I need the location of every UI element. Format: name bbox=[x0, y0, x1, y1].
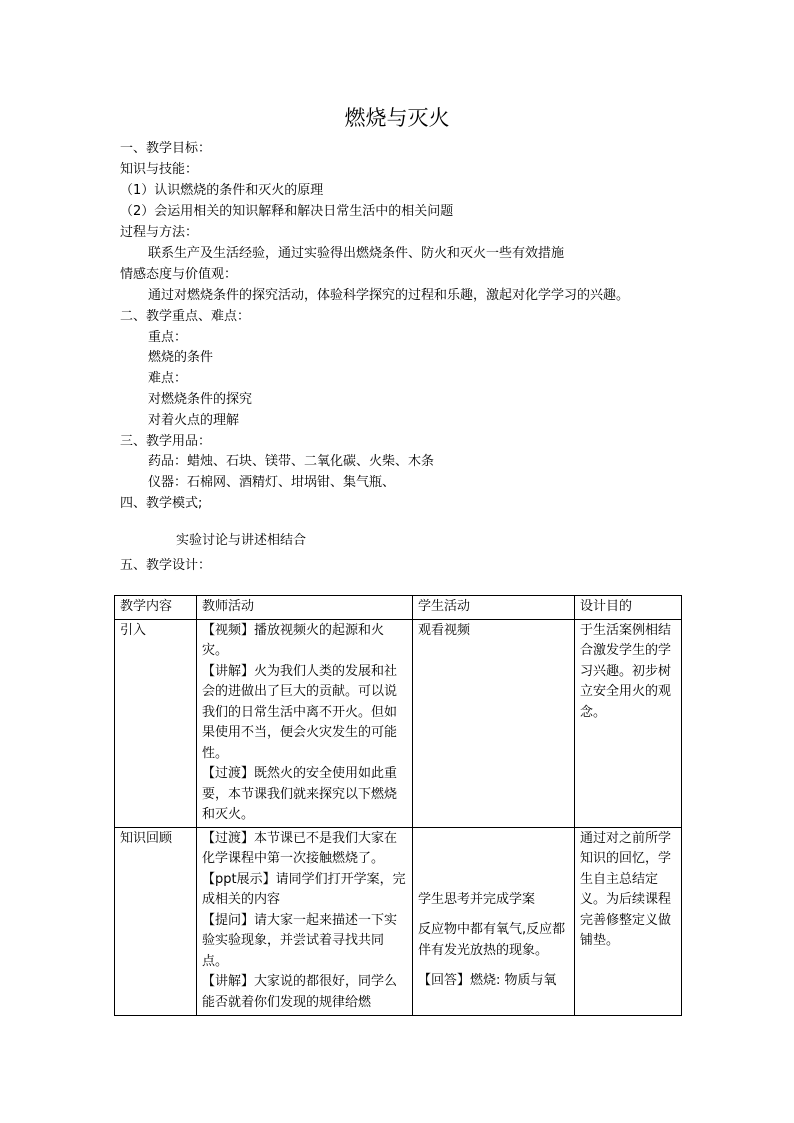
goals-heading: 一、教学目标： bbox=[120, 141, 212, 156]
difficult-label: 难点： bbox=[148, 371, 188, 386]
key-points-heading: 二、教学重点、难点： bbox=[120, 309, 251, 324]
cell-purpose: 通过对之前所学知识的回忆，学生自主总结定义。为后续课程完善修整定义做铺垫。 bbox=[575, 827, 682, 1015]
student-activity: 学生思考并完成学案 bbox=[418, 891, 536, 907]
emotion-text: 通过对燃烧条件的探究活动，体验科学探究的过程和乐趣，激起对化学学习的兴趣。 bbox=[148, 288, 630, 303]
cell-content: 知识回顾 bbox=[115, 827, 197, 1015]
difficult-item-1: 对燃烧条件的探究 bbox=[148, 392, 253, 407]
teacher-activity: 【过渡】既然火的安全使用如此重要，本节课我们就来探究以下燃烧和灭火。 bbox=[202, 766, 398, 822]
teacher-activity: 【ppt展示】请同学们打开学案，完成相关的内容 bbox=[202, 871, 406, 907]
knowledge-item-2: （2）会运用相关的知识解释和解决日常生活中的相关问题 bbox=[120, 204, 454, 219]
cell-teacher bbox=[197, 827, 413, 1015]
cell-student bbox=[413, 827, 575, 1015]
key-text: 燃烧的条件 bbox=[148, 350, 214, 365]
knowledge-item-1: （1）认识燃烧的条件和灭火的原理 bbox=[120, 183, 324, 198]
cell-purpose: 于生活案例相结合激发学生的学习兴趣。初步树立安全用火的观念。 bbox=[575, 619, 682, 827]
teacher-activity: 【讲解】火为我们人类的发展和社会的进做出了巨大的贡献。可以说我们的日常生活中离不开火。但如果使用不当，便会火灾发生的可能性。 bbox=[202, 663, 398, 761]
header-student: 学生活动 bbox=[413, 596, 575, 620]
mode-text: 实验讨论与讲述相结合 bbox=[176, 533, 307, 548]
student-activity: 反应物中都有氧气,反应都伴有发光放热的现象。 bbox=[418, 922, 566, 958]
key-label: 重点： bbox=[148, 330, 188, 345]
lesson-design-table bbox=[114, 595, 682, 1016]
header-teacher: 教师活动 bbox=[197, 596, 413, 620]
table-header-row bbox=[115, 596, 682, 620]
student-activity: 【回答】燃烧: 物质与氧 bbox=[418, 973, 557, 988]
design-heading: 五、教学设计： bbox=[120, 558, 212, 573]
emotion-heading: 情感态度与价值观： bbox=[120, 267, 238, 282]
mode-heading: 四、教学模式; bbox=[120, 496, 203, 511]
cell-student: 观看视频 bbox=[413, 619, 575, 827]
tools-drugs: 药品：蜡烛、石块、镁带、二氧化碳、火柴、木条 bbox=[148, 454, 435, 469]
knowledge-heading: 知识与技能： bbox=[120, 162, 199, 177]
cell-content: 引入 bbox=[115, 619, 197, 827]
header-content: 教学内容 bbox=[115, 596, 197, 620]
tools-heading: 三、教学用品： bbox=[120, 434, 212, 449]
tools-instruments: 仪器：石棉网、酒精灯、坩埚钳、集气瓶、 bbox=[148, 475, 396, 490]
header-purpose: 设计目的 bbox=[575, 596, 682, 620]
process-text: 联系生产及生活经验，通过实验得出燃烧条件、防火和灭火一些有效措施 bbox=[148, 246, 565, 261]
difficult-item-2: 对着火点的理解 bbox=[148, 413, 240, 428]
table-row bbox=[115, 619, 682, 827]
cell-teacher bbox=[197, 619, 413, 827]
teacher-activity: 【过渡】本节课已不是我们大家在化学课程中第一次接触燃烧了。 bbox=[202, 830, 398, 866]
document-title: 燃烧与灭火 bbox=[344, 106, 450, 130]
teacher-activity: 【讲解】大家说的都很好，同学么能否就着你们发现的规律给燃 bbox=[202, 974, 398, 1010]
teacher-activity: 【提问】请大家一起来描述一下实验实验现象，并尝试着寻找共同点。 bbox=[202, 912, 398, 969]
table-row bbox=[115, 827, 682, 1015]
teacher-activity: 【视频】播放视频火的起源和火灾。 bbox=[202, 622, 385, 658]
process-heading: 过程与方法： bbox=[120, 225, 199, 240]
